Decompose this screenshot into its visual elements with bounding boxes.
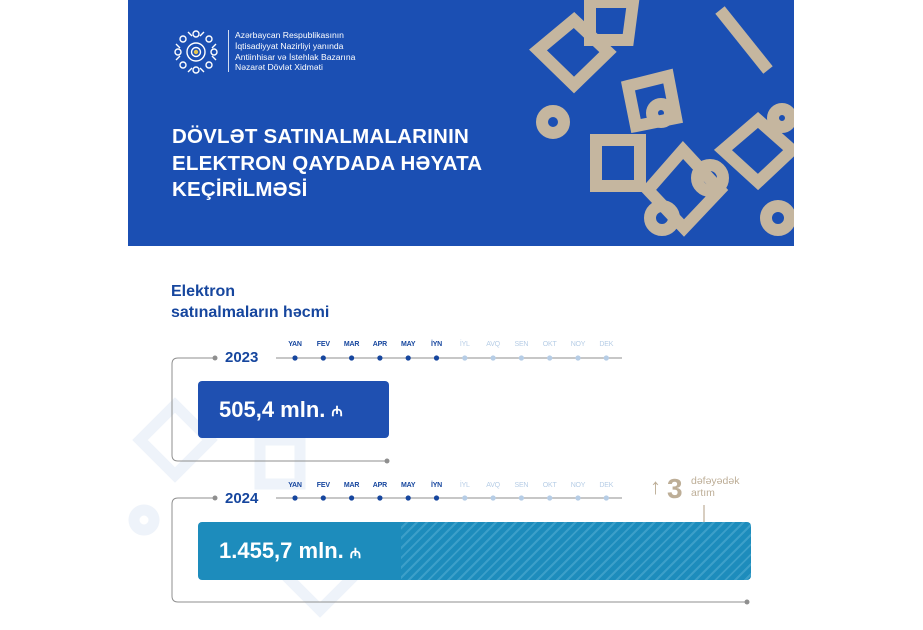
year-label-2024: 2024 [225,490,259,507]
month-label: FEV [316,482,330,489]
month-label: MAY [401,341,416,348]
month-dot-2024 [491,495,496,500]
month-dot-2024 [406,495,411,500]
month-dot-2023 [491,355,496,360]
month-dot-2024 [575,495,580,500]
month-dot-2023 [519,355,524,360]
month-dot-2023 [292,355,297,360]
bar-value-2023: 505,4 mln. [219,396,326,422]
month-label: AVQ [486,341,500,348]
month-label: İYL [459,341,470,348]
month-label: APR [372,482,387,489]
month-label: İYN [430,482,443,489]
month-label: İYL [459,482,470,489]
month-dot-2023 [575,355,580,360]
organization-name: Azərbaycan Respublikasının İqtisadiyyat Nazirliyi yanında Antiinhisar və İstehlak Bazarına Nəzarət Dövlət Xidməti [235,30,356,73]
month-dot-2023 [604,355,609,360]
bar-value-2024: 1.455,7 mln. [219,538,344,563]
up-arrow-icon: ↑ [650,474,661,499]
month-label: NOY [570,482,586,489]
month-dot-2023 [349,355,354,360]
month-dot-2023 [321,355,326,360]
bar-2024 [198,522,751,580]
section-title: Elektron satınalmaların həcmi [171,283,330,321]
month-dot-2024 [292,495,297,500]
month-label: YAN [288,482,302,489]
month-dot-2023 [406,355,411,360]
month-dot-2024 [349,495,354,500]
bar-2023 [198,381,389,438]
month-label: OKT [542,341,557,348]
month-dot-2024 [519,495,524,500]
month-dot-2024 [604,495,609,500]
month-label: NOY [570,341,586,348]
manat-icon: ₼ [349,544,362,561]
month-dot-2024 [377,495,382,500]
month-dot-2023 [434,355,439,360]
month-label: OKT [542,482,557,489]
month-label: SEN [514,482,529,489]
month-label: İYN [430,341,443,348]
month-dot-2024 [462,495,467,500]
month-dot-2023 [547,355,552,360]
month-label: YAN [288,341,302,348]
month-label: FEV [316,341,330,348]
month-label: DEK [599,482,614,489]
month-label: SEN [514,341,529,348]
month-label: MAY [401,482,416,489]
month-label: MAR [343,341,360,348]
page-title: DÖVLƏT SATINALMALARININ ELEKTRON QAYDADA HƏYATA KEÇİRİLMƏSİ [172,125,483,201]
month-label: DEK [599,341,614,348]
month-dot-2024 [321,495,326,500]
month-dot-2023 [377,355,382,360]
manat-icon: ₼ [331,403,343,419]
month-dot-2023 [462,355,467,360]
growth-text: dəfəyədək artım [691,475,740,499]
year-label-2023: 2023 [225,349,259,366]
month-dot-2024 [547,495,552,500]
growth-number: 3 [667,473,683,504]
month-label: AVQ [486,482,500,489]
month-dot-2024 [434,495,439,500]
month-label: APR [372,341,387,348]
month-label: MAR [343,482,360,489]
